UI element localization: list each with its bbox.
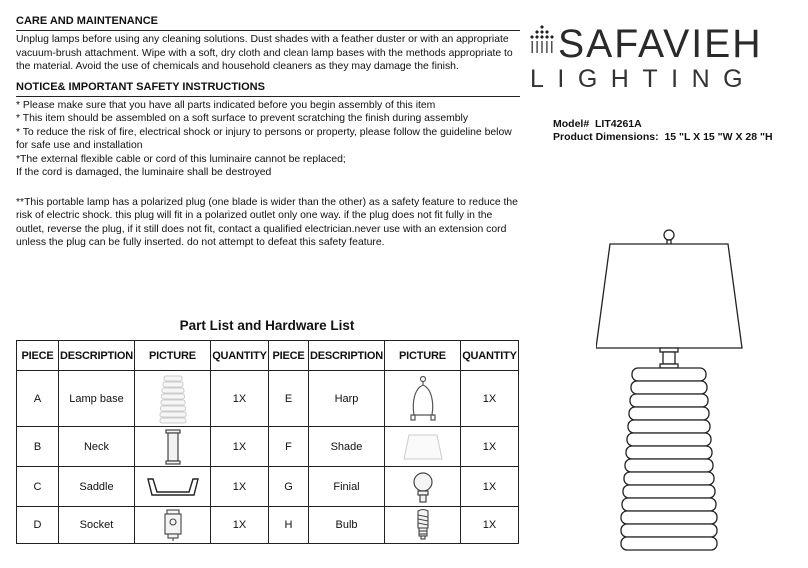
table-row [17,467,519,507]
socket-icon [162,508,184,542]
column-header: DESCRIPTION [59,341,135,371]
saddle-icon [145,474,201,500]
notice-text [16,97,520,180]
description-cell: Lamp base [59,371,135,427]
column-header: PIECE [17,341,59,371]
column-header: PICTURE [385,341,461,371]
neck-icon [163,429,183,465]
picture-cell [385,507,461,544]
picture-cell [385,427,461,467]
picture-cell [135,507,211,544]
piece-cell: H [269,507,309,544]
diamond-crown-logo-icon [528,24,556,56]
description-cell: Shade [309,427,385,467]
care-section [16,14,520,74]
bulb-icon [412,508,434,542]
lamp-drawing-icon [596,226,756,556]
notice-line: * To reduce the risk of fire, electrical shock or injury to persons or property, please follow the guideline below for safe use and installation [16,126,512,151]
harp-icon [406,375,440,423]
care-line: Unplug lamps before using any cleaning solutions. Dust shades with a feather duster or with an appropriate [16,34,509,45]
table-header-row [17,341,519,371]
quantity-cell: 1X [211,467,269,507]
model-line [553,118,803,131]
brand-subtitle: LIGHTING [530,65,757,93]
notice-line: * Please make sure that you have all parts indicated before you begin assembly of this item [16,99,436,111]
dimensions-value: 15 "L X 15 "W X 28 "H [664,131,773,143]
piece-cell: E [269,371,309,427]
column-header: PICTURE [135,341,211,371]
column-header: DESCRIPTION [309,341,385,371]
quantity-cell: 1X [461,507,519,544]
dimensions-label: Product Dimensions: [553,131,659,143]
picture-cell [135,427,211,467]
description-cell: Bulb [309,507,385,544]
table-row [17,371,519,427]
piece-cell: A [17,371,59,427]
brand-name: SAFAVIEH [558,22,763,66]
description-cell: Finial [309,467,385,507]
description-cell: Socket [59,507,135,544]
care-text [16,31,520,74]
column-header: QUANTITY [461,341,519,371]
care-heading: CARE AND MAINTENANCE [16,14,520,31]
quantity-cell: 1X [461,467,519,507]
notice-line: *The external flexible cable or cord of this luminaire cannot be replaced; [16,153,346,165]
piece-cell: D [17,507,59,544]
picture-cell [385,371,461,427]
shade-icon [401,432,445,462]
description-cell: Harp [309,371,385,427]
picture-cell [385,467,461,507]
polarized-plug-notice: **This portable lamp has a polarized plug (one blade is wider than the other) as a safety feature to reduce the risk of electric shock. this plug will fit in a polarized outlet only one way. if the plug does not fit fully in the outlet, reverse the plug, if it still does not fit, contact a qualified electrician.never use with an extension cord unless the plug can be fully inserted. do not attempt to defeat this safety feature. [16,196,518,248]
care-line: vacuum-brush attachment. Wipe with a soft, dry cloth and clean lamp bases with the methods appropriate to the material. Avoid the use of chemicals and household cleaners as they may damage the finish. [16,47,513,72]
quantity-cell: 1X [461,427,519,467]
parts-table-title: Part List and Hardware List [179,318,355,333]
piece-cell: G [269,467,309,507]
column-header: PIECE [269,341,309,371]
notice-line: * This item should be assembled on a soft surface to prevent scratching the finish during assembly [16,113,469,124]
notice-section [16,80,520,180]
description-cell: Saddle [59,467,135,507]
piece-cell: B [17,427,59,467]
brand-logo [528,22,778,94]
dimensions-line [553,131,803,144]
table-row [17,427,519,467]
table-row [17,507,519,544]
parts-table [16,340,519,544]
model-value: LIT4261A [595,118,642,130]
instructions-column [16,14,520,250]
quantity-cell: 1X [461,371,519,427]
notice-line: If the cord is damaged, the luminaire shall be destroyed [16,167,272,178]
quantity-cell: 1X [211,507,269,544]
picture-cell [135,467,211,507]
quantity-cell: 1X [211,371,269,427]
column-header: QUANTITY [211,341,269,371]
product-info [553,118,803,144]
quantity-cell: 1X [211,427,269,467]
description-cell: Neck [59,427,135,467]
finial-icon [408,470,438,504]
piece-cell: F [269,427,309,467]
notice-heading: NOTICE& IMPORTANT SAFETY INSTRUCTIONS [16,80,520,97]
model-label: Model# [553,118,590,130]
piece-cell: C [17,467,59,507]
lamp-base-icon [156,374,190,424]
picture-cell [135,371,211,427]
